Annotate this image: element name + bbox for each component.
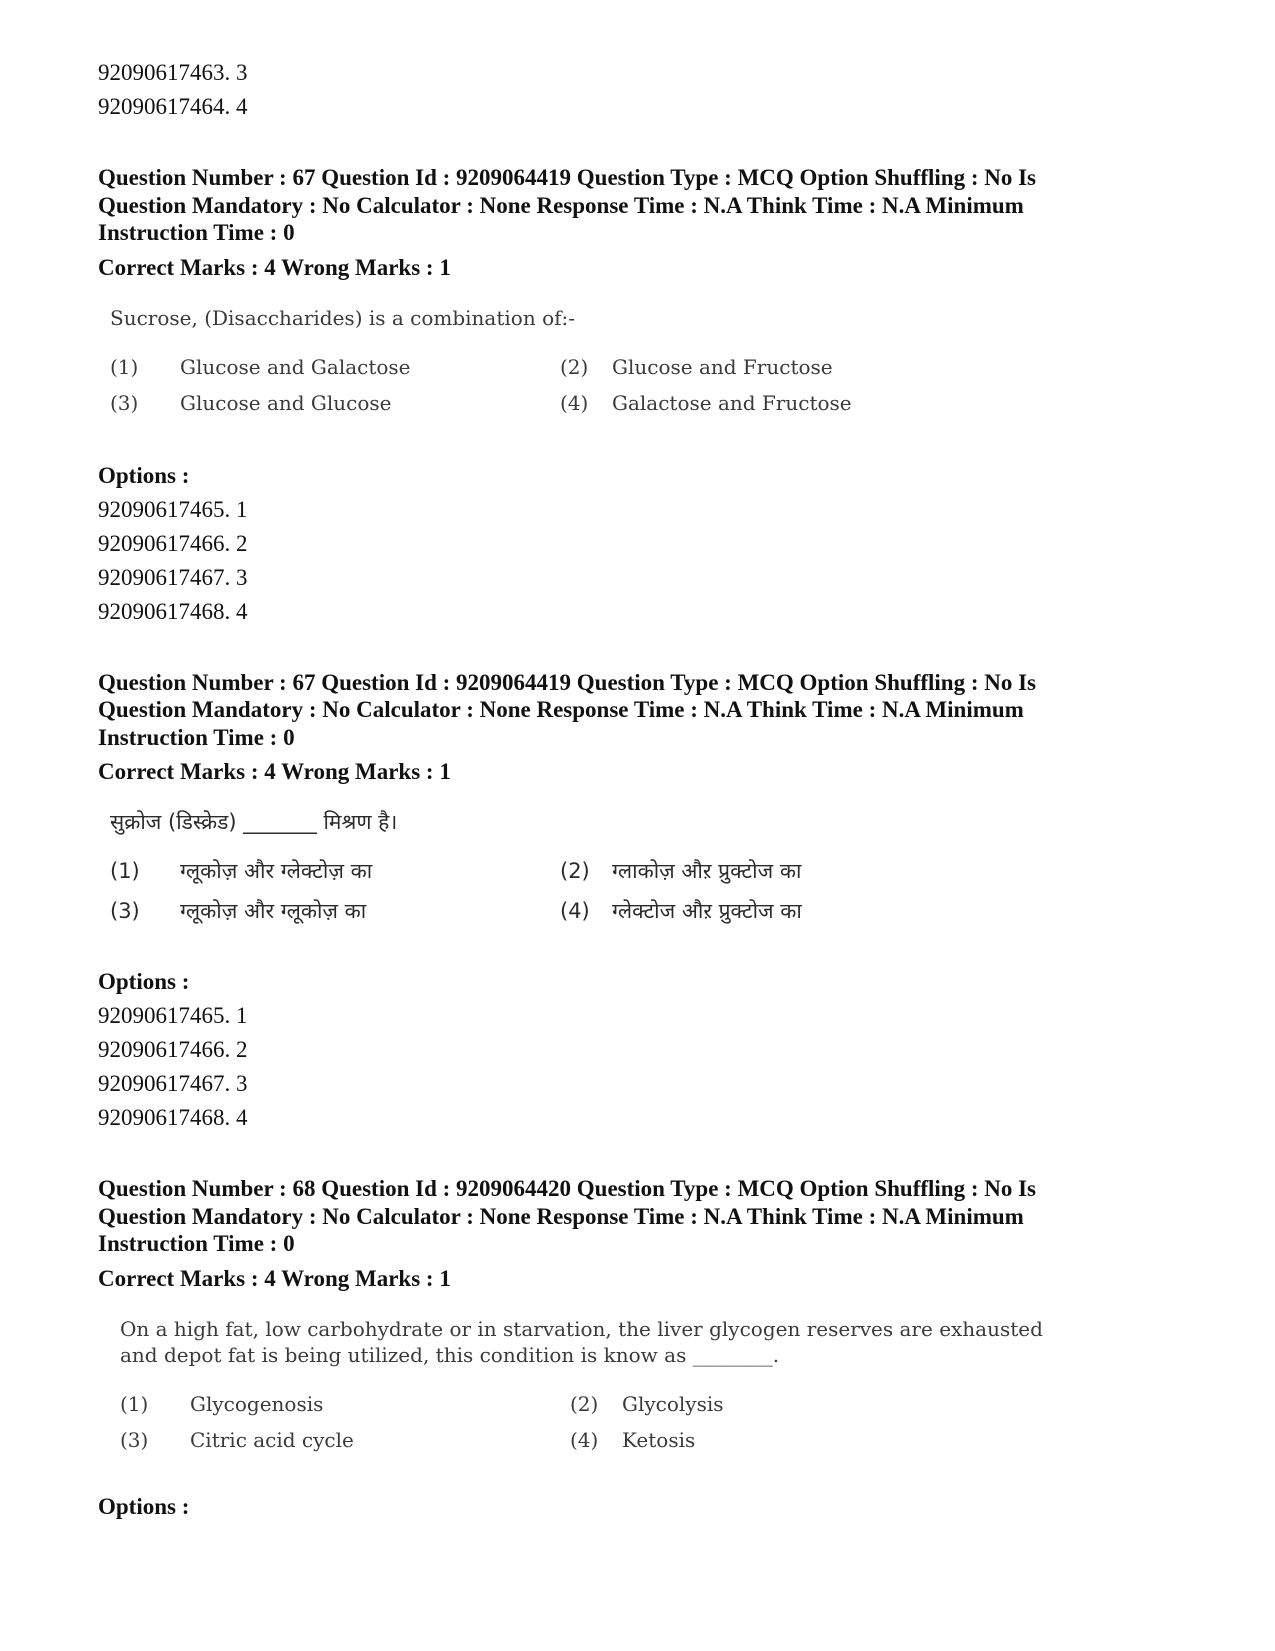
choice-number: (1) (120, 1391, 149, 1416)
choice-number: (2) (570, 1391, 599, 1416)
choice-grid (110, 857, 1188, 925)
choice-text: Glucose and Fructose (612, 354, 833, 379)
choice-number: (4) (560, 390, 589, 415)
choice-text: Glucose and Galactose (180, 354, 411, 379)
option-line: 92090617465. 1 (98, 496, 248, 522)
document-page (98, 56, 1188, 1524)
question-meta-line: Instruction Time : 0 (98, 724, 295, 750)
question-block-67-hi (98, 669, 1188, 1136)
option-line: 92090617465. 1 (98, 1003, 248, 1028)
choice-number: (4) (570, 1427, 599, 1452)
question-meta-line: Instruction Time : 0 (98, 220, 295, 245)
option-line: 92090617467. 3 (98, 564, 248, 590)
choice-grid (110, 353, 1188, 417)
question-meta-line: Question Mandatory : No Calculator : None Response Time : N.A Think Time : N.A Minimum (98, 1203, 1024, 1229)
choice-grid (120, 1390, 1188, 1454)
question-meta-line: Question Number : 67 Question Id : 9209064419 Question Type : MCQ Option Shuffling : No Is (98, 165, 1037, 190)
choice-number: (4) (560, 899, 590, 923)
marks-line: Correct Marks : 4 Wrong Marks : 1 (98, 759, 451, 784)
question-stem: Sucrose, (Disaccharides) is a combination of:- (110, 305, 576, 330)
marks-line: Correct Marks : 4 Wrong Marks : 1 (98, 254, 451, 280)
choice-text: Glycolysis (622, 1391, 724, 1416)
question-image (110, 809, 1188, 925)
question-stem-line: On a high fat, low carbohydrate or in starvation, the liver glycogen reserves are exhausted (120, 1316, 1043, 1341)
question-stem-line: and depot fat is being utilized, this condition is know as ________. (120, 1342, 780, 1367)
question-stem: सुक्रोज (डिस्क्रेड) _______ मिश्रण है। (110, 810, 398, 834)
question-image (110, 305, 1188, 417)
choice-text: ग्लेक्टोज औऱ प्रुक्टोज का (612, 899, 802, 923)
option-line: 92090617468. 4 (98, 598, 248, 624)
option-line: 92090617468. 4 (98, 1105, 248, 1130)
options-heading: Options : (98, 1493, 190, 1519)
question-block-68-en (98, 1175, 1188, 1524)
choice-number: (1) (110, 859, 140, 883)
choice-number: (2) (560, 859, 590, 883)
choice-number: (1) (110, 354, 139, 379)
choice-text: Ketosis (622, 1427, 696, 1452)
choice-text: Citric acid cycle (190, 1427, 354, 1452)
choice-text: Glycogenosis (190, 1391, 324, 1416)
question-block-67-en (98, 164, 1188, 629)
question-image (120, 1316, 1188, 1454)
choice-text: Galactose and Fructose (612, 390, 852, 415)
choice-number: (3) (110, 899, 140, 923)
option-line: 92090617467. 3 (98, 1071, 248, 1096)
prev-option: 92090617463. 3 (98, 60, 248, 85)
options-heading: Options : (98, 969, 190, 994)
question-meta-line: Question Mandatory : No Calculator : None Response Time : N.A Think Time : N.A Minimum (98, 697, 1024, 722)
question-meta-line: Question Number : 68 Question Id : 9209064420 Question Type : MCQ Option Shuffling : No Is (98, 1176, 1037, 1201)
choice-number: (2) (560, 354, 589, 379)
choice-text: ग्लूकोज़ और ग्लूकोज़ का (180, 899, 367, 923)
question-meta-line: Instruction Time : 0 (98, 1231, 295, 1256)
choice-number: (3) (120, 1427, 149, 1452)
choice-text: ग्लाकोज़ औऱ प्रुक्टोज का (612, 859, 802, 883)
choice-number: (3) (110, 390, 139, 415)
options-heading: Options : (98, 462, 190, 488)
option-line: 92090617466. 2 (98, 1037, 248, 1062)
marks-line: Correct Marks : 4 Wrong Marks : 1 (98, 1265, 451, 1291)
question-meta-line: Question Number : 67 Question Id : 9209064419 Question Type : MCQ Option Shuffling : No Is (98, 669, 1037, 695)
question-meta-line: Question Mandatory : No Calculator : None Response Time : N.A Think Time : N.A Minimum (98, 192, 1024, 218)
option-line: 92090617466. 2 (98, 530, 248, 556)
choice-text: Glucose and Glucose (180, 390, 392, 415)
prev-option: 92090617464. 4 (98, 94, 248, 119)
choice-text: ग्लूकोज़ और ग्लेक्टोज़ का (180, 859, 373, 883)
